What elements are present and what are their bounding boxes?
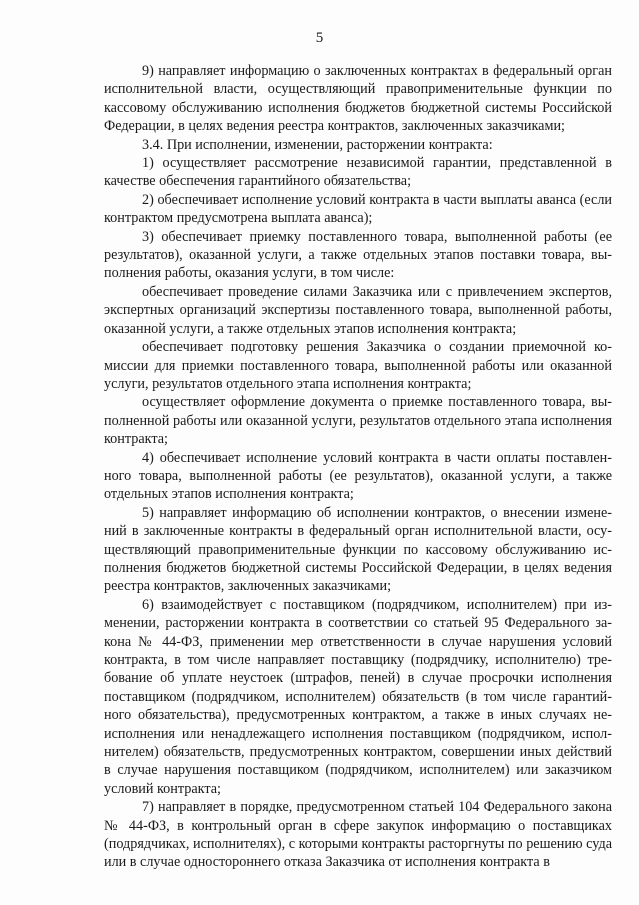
paragraph-2: 2) обеспечивает исполнение условий контракта в части выплаты аванса (если контрактом предусмотрена выплата аванса); (104, 191, 612, 227)
paragraph-3-item-acceptance-document: осуществляет оформление документа о приемке поставленного товара, выполненной работы или оказанной услуги, результатов отдельного этапа исполнения контракта; (104, 394, 612, 448)
paragraph-3: 3) обеспечивает приемку поставленного товара, выполненной работы (ее результатов), оказанной услуги, а также отдельных этапов поставки товара, выполнения работы, оказания услуги, в том числе: (104, 228, 612, 282)
paragraph-7: 7) направляет в порядке, предусмотренном статьей 104 Федерального закона № 44-ФЗ, в контрольный орган в сфере закупок информацию о поставщиках (подрядчиках, исполнителях), с которыми контракты расторгнуты по решению суда или в случае одностороннего отказа Заказчика от исполнения контракта в (104, 799, 612, 871)
paragraph-1: 1) осуществляет рассмотрение независимой гарантии, представленной в качестве обеспечения гарантийного обязательства; (104, 155, 612, 190)
section-heading-3-4: 3.4. При исполнении, изменении, расторжении контракта: (142, 136, 493, 153)
paragraph-6: 6) взаимодействует с поставщиком (подрядчиком, исполнителем) при изменении, расторжении контракта в соответствии со статьей 95 Федерального закона № 44-ФЗ, применении мер ответственности в случае нарушения условий контракта, в том числе направляет поставщику (подрядчику, исполнителю) требование об уплате неустоек (штрафов, пеней) в случае просрочки исполнения поставщиком (подрядчиком, исполнителем) обязательств (в том числе гарантийного обязательства), предусмотренных контрактом, а также в иных случаях неисполнения или ненадлежащего исполнения поставщиком (подрядчиком, исполнителем) обязательств, предусмотренных контрактом, совершении иных действий в случае нарушения поставщиком (подрядчиком, исполнителем) или заказчиком условий контракта; (104, 596, 612, 797)
page-number: 5 (315, 30, 324, 46)
paragraph-4: 4) обеспечивает исполнение условий контракта в части оплаты поставленного товара, выполненной работы (ее результатов), оказанной услуги, а также отдельных этапов исполнения контракта; (104, 449, 612, 503)
paragraph-3-item-expertise: обеспечивает проведение силами Заказчика или с привлечением экспертов, экспертных организаций экспертизы поставленного товара, выполненной работы, оказанной услуги, а также отдельных этапов исполнения контракта; (104, 283, 612, 337)
paragraph-5: 5) направляет информацию об исполнении контрактов, о внесении изменений в заключенные контракты в федеральный орган исполнительной власти, осуществляющий правоприменительные функции по кассовому обслуживанию исполнения бюджетов бюджетной системы Российской Федерации, в целях ведения реестра контрактов, заключенных заказчиками; (104, 504, 612, 595)
paragraph-9: 9) направляет информацию о заключенных контрактах в федеральный орган исполнительной власти, осуществляющий правоприменительные функции по кассовому обслуживанию исполнения бюджетов бюджетной системы Российской Федерации, в целях ведения реестра контрактов, заключенных заказчиками; (104, 63, 612, 135)
document-body (104, 62, 612, 872)
paragraph-3-item-commission: обеспечивает подготовку решения Заказчика о создании приемочной комиссии для приемки поставленного товара, выполненной работы или оказанной услуги, результатов отдельного этапа исполнения контракта; (104, 339, 612, 392)
